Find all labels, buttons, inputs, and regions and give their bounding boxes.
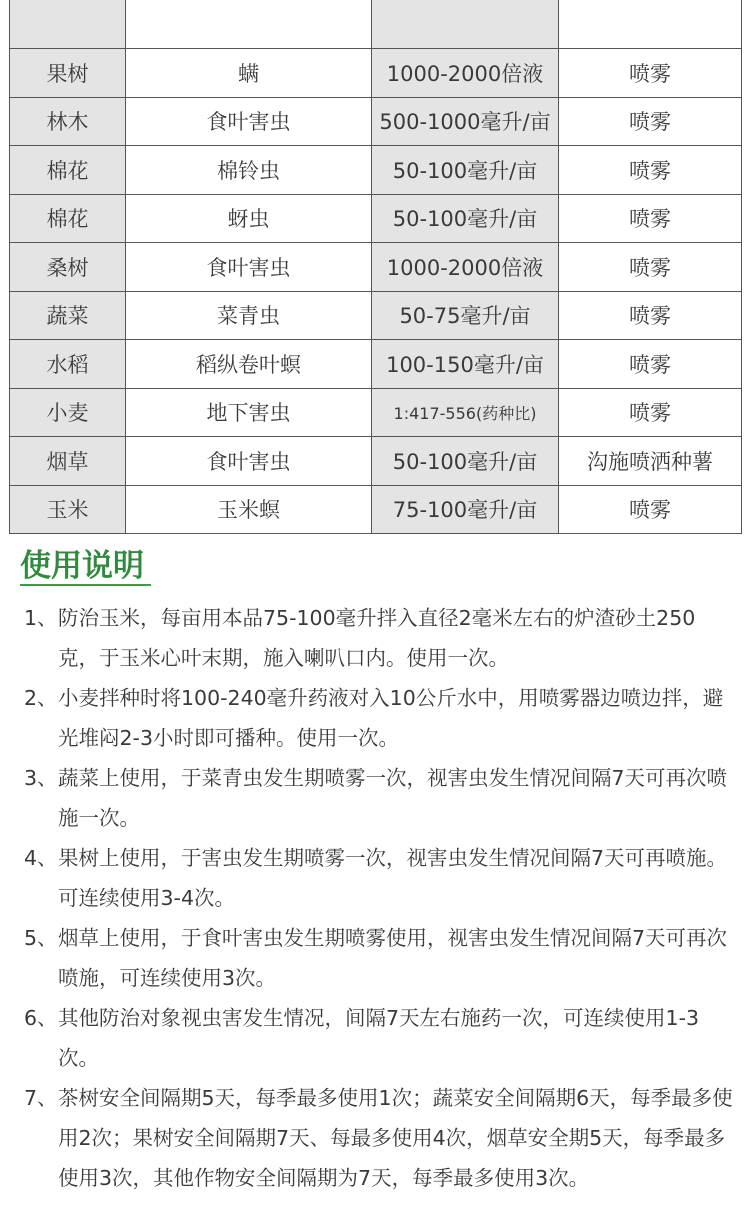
item-number: 3、 [24, 766, 58, 790]
target-cell: 棉铃虫 [126, 146, 372, 195]
table-row [10, 146, 742, 195]
table-row [10, 291, 742, 340]
list-item [24, 1078, 734, 1198]
table-row [10, 49, 742, 98]
crop-cell: 玉米 [10, 485, 126, 534]
table-row [10, 388, 742, 437]
dosage-cell: 1000-2000倍液 [372, 49, 559, 98]
crop-cell: 小麦 [10, 388, 126, 437]
dosage-cell: 1:417-556(药种比) [372, 388, 559, 437]
list-item [24, 838, 734, 918]
item-number: 5、 [24, 926, 58, 950]
list-item [24, 918, 734, 998]
method-cell: 喷雾 [559, 388, 742, 437]
dosage-cell: 500-1000毫升/亩 [372, 97, 559, 146]
item-number: 4、 [24, 846, 58, 870]
dosage-cell: 50-100毫升/亩 [372, 146, 559, 195]
crop-cell: 桑树 [10, 243, 126, 292]
title-underline [20, 584, 151, 586]
dosage-cell: 75-100毫升/亩 [372, 485, 559, 534]
section-title: 使用说明 [20, 548, 144, 584]
dosage-table [9, 0, 742, 534]
method-cell: 喷雾 [559, 49, 742, 98]
method-cell: 喷雾 [559, 291, 742, 340]
item-text: 其他防治对象视虫害发生情况，间隔7天左右施药一次，可连续使用1-3次。 [58, 1006, 700, 1070]
item-number: 1、 [24, 606, 58, 630]
target-cell: 稻纵卷叶螟 [126, 340, 372, 389]
item-text: 果树上使用，于害虫发生期喷雾一次，视害虫发生情况间隔7天可再喷施。可连续使用3-4次。 [58, 846, 728, 910]
method-cell: 沟施喷洒种薯 [559, 437, 742, 486]
crop-cell: 蔬菜 [10, 291, 126, 340]
target-cell: 螨 [126, 49, 372, 98]
method-cell: 喷雾 [559, 194, 742, 243]
item-text: 防治玉米，每亩用本品75-100毫升拌入直径2毫米左右的炉渣砂土250克，于玉米心叶末期，施入喇叭口内。使用一次。 [58, 606, 696, 670]
target-cell: 食叶害虫 [126, 437, 372, 486]
table-row [10, 437, 742, 486]
crop-cell: 棉花 [10, 194, 126, 243]
method-cell: 喷雾 [559, 485, 742, 534]
dosage-cell: 50-75毫升/亩 [372, 291, 559, 340]
list-item [24, 598, 734, 678]
instruction-list [24, 598, 734, 1198]
table-row [10, 194, 742, 243]
method-cell: 喷雾 [559, 340, 742, 389]
item-number: 7、 [24, 1086, 58, 1110]
target-cell: 蚜虫 [126, 194, 372, 243]
item-text: 小麦拌种时将100-240毫升药液对入10公斤水中，用喷雾器边喷边拌，避光堆闷2-3小时即可播种。使用一次。 [58, 686, 724, 750]
dosage-cell: 100-150毫升/亩 [372, 340, 559, 389]
item-text: 烟草上使用，于食叶害虫发生期喷雾使用，视害虫发生情况间隔7天可再次喷施，可连续使用3次。 [58, 926, 728, 990]
method-cell: 喷雾 [559, 97, 742, 146]
dosage-cell: 1000-2000倍液 [372, 243, 559, 292]
dosage-cell: 50-100毫升/亩 [372, 194, 559, 243]
list-item [24, 678, 734, 758]
crop-cell: 林木 [10, 97, 126, 146]
dosage-cell: 50-100毫升/亩 [372, 437, 559, 486]
method-cell: 喷雾 [559, 243, 742, 292]
table-row [10, 340, 742, 389]
target-cell: 地下害虫 [126, 388, 372, 437]
item-number: 6、 [24, 1006, 58, 1030]
item-text: 蔬菜上使用，于菜青虫发生期喷雾一次，视害虫发生情况间隔7天可再次喷施一次。 [58, 766, 728, 830]
crop-cell: 烟草 [10, 437, 126, 486]
method-cell: 喷雾 [559, 146, 742, 195]
target-cell: 玉米螟 [126, 485, 372, 534]
crop-cell: 果树 [10, 49, 126, 98]
table-row [10, 243, 742, 292]
list-item [24, 998, 734, 1078]
target-cell: 菜青虫 [126, 291, 372, 340]
target-cell: 食叶害虫 [126, 243, 372, 292]
dosage-table-grid [9, 0, 742, 534]
item-text: 茶树安全间隔期5天，每季最多使用1次；蔬菜安全间隔期6天，每季最多使用2次；果树安全间隔期7天、每最多使用4次，烟草安全期5天，每季最多使用3次，其他作物安全间隔期为7天，每季最多使用3次。 [58, 1086, 733, 1190]
table-row [10, 97, 742, 146]
crop-cell: 水稻 [10, 340, 126, 389]
table-row-partial [10, 0, 742, 49]
list-item [24, 758, 734, 838]
table-row [10, 485, 742, 534]
item-number: 2、 [24, 686, 58, 710]
crop-cell: 棉花 [10, 146, 126, 195]
target-cell: 食叶害虫 [126, 97, 372, 146]
